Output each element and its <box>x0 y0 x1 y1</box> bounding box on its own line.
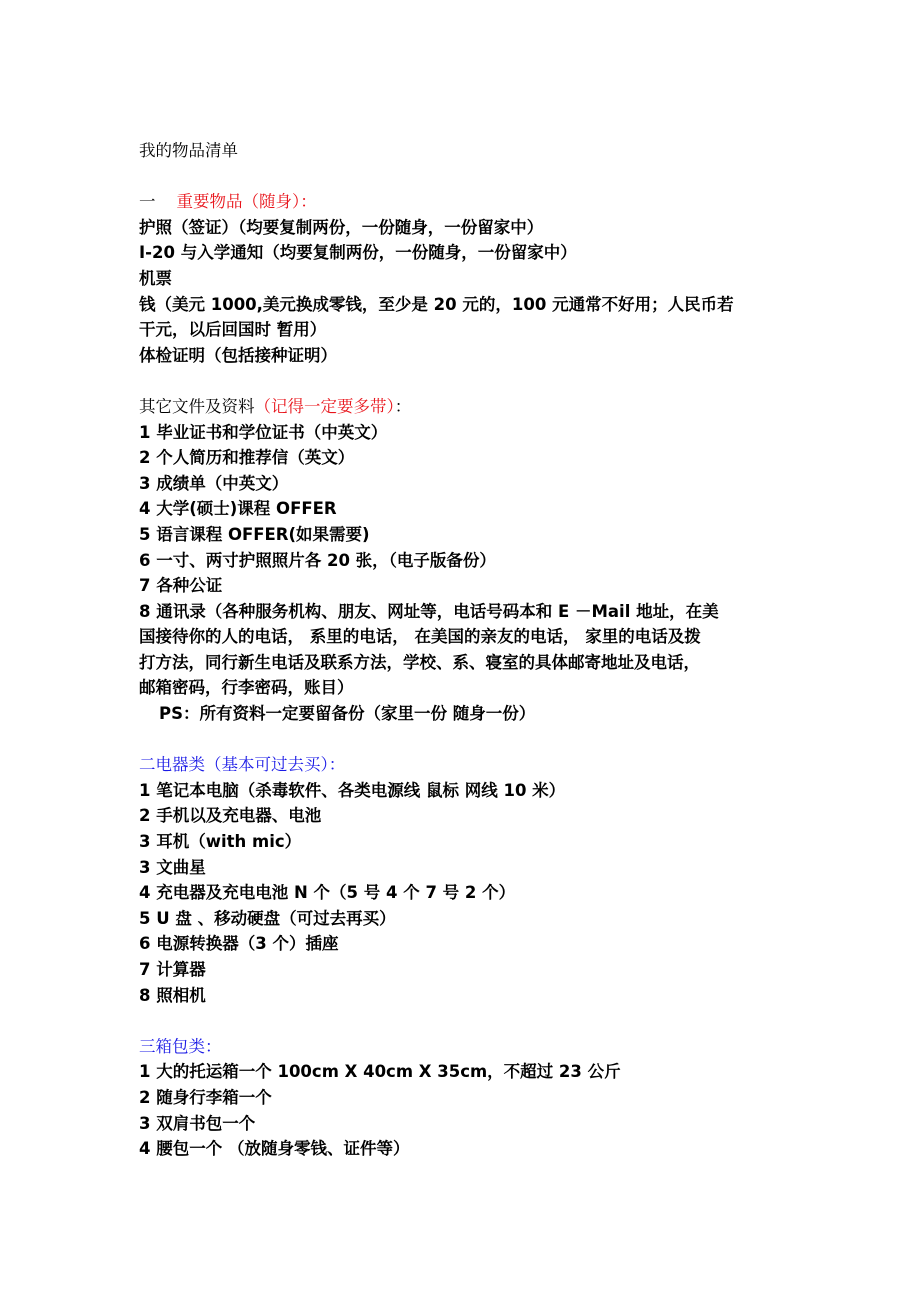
section-important-heading <box>139 189 799 215</box>
list-item-continued: 打方法，同行新生电话及联系方法，学校、系、寝室的具体邮寄地址及电话， <box>139 652 700 672</box>
section-electronics-heading: 二电器类（基本可过去买）： <box>139 755 346 775</box>
list-item: 6 电源转换器（3 个）插座 <box>139 934 339 954</box>
list-item: 4 充电器及充电电池 N 个（5 号 4 个 7 号 2 个） <box>139 883 516 903</box>
section-documents-heading <box>139 394 799 420</box>
list-item: 5 U 盘 、移动硬盘（可过去再买） <box>139 908 396 928</box>
list-item: I-20 与入学通知（均要复制两份，一份随身，一份留家中） <box>139 243 577 263</box>
list-item: 4 腰包一个 （放随身零钱、证件等） <box>139 1139 410 1159</box>
list-item: 2 个人简历和推荐信（英文） <box>139 448 355 468</box>
list-item: 2 随身行李箱一个 <box>139 1087 272 1107</box>
list-item: 机票 <box>139 268 172 288</box>
list-item: 3 耳机（with mic） <box>139 832 302 852</box>
list-item: 钱（美元 1000,美元换成零钱，至少是 20 元的，100 元通常不好用；人民币若 <box>139 294 734 314</box>
list-item: 3 文曲星 <box>139 857 206 877</box>
section-luggage-heading: 三箱包类： <box>139 1036 222 1056</box>
list-item: 5 语言课程 OFFER(如果需要) <box>139 524 370 544</box>
document-title: 我的物品清单 <box>139 141 238 160</box>
list-item: 干元，以后回国时 暂用） <box>139 320 327 340</box>
list-item: 6 一寸、两寸护照照片各 20 张，（电子版备份） <box>139 550 496 570</box>
section-title: 其它文件及资料 <box>139 396 255 416</box>
section-colon: ： <box>394 396 412 416</box>
spacer <box>139 1008 799 1034</box>
list-item: 8 照相机 <box>139 985 206 1005</box>
list-item: 体检证明（包括接种证明） <box>139 345 337 365</box>
spacer <box>139 727 799 753</box>
list-item: 8 通讯录（各种服务机构、朋友、网址等，电话号码本和 E －Mail 地址，在美 <box>139 601 719 621</box>
list-item: 3 成绩单（中英文） <box>139 473 289 493</box>
list-item: 7 计算器 <box>139 960 206 979</box>
spacer <box>139 368 799 394</box>
list-item: 3 双肩书包一个 <box>139 1113 256 1133</box>
list-item-continued: 邮箱密码，行李密码，账目） <box>139 678 354 698</box>
list-item: 1 毕业证书和学位证书（中英文） <box>139 422 388 442</box>
list-item-continued: 国接待你的人的电话， 系里的电话， 在美国的亲友的电话， 家里的电话及拨 <box>139 627 701 647</box>
spacer <box>139 164 799 190</box>
document-body <box>139 138 799 1162</box>
section-number: 一 <box>139 192 156 212</box>
list-item: 4 大学(硕士)课程 OFFER <box>139 499 337 519</box>
list-item: 1 笔记本电脑（杀毒软件、各类电源线 鼠标 网线 10 米） <box>139 780 566 800</box>
section-note: （记得一定要多带） <box>254 396 395 416</box>
ps-note: PS：所有资料一定要留备份（家里一份 随身一份） <box>159 704 536 724</box>
section-title: 重要物品（随身）： <box>176 192 317 212</box>
list-item: 2 手机以及充电器、电池 <box>139 806 322 826</box>
list-item: 7 各种公证 <box>139 576 223 596</box>
list-item: 护照（签证）（均要复制两份，一份随身，一份留家中） <box>139 217 544 237</box>
list-item: 1 大的托运箱一个 100cm X 40cm X 35cm，不超过 23 公斤 <box>139 1062 621 1082</box>
